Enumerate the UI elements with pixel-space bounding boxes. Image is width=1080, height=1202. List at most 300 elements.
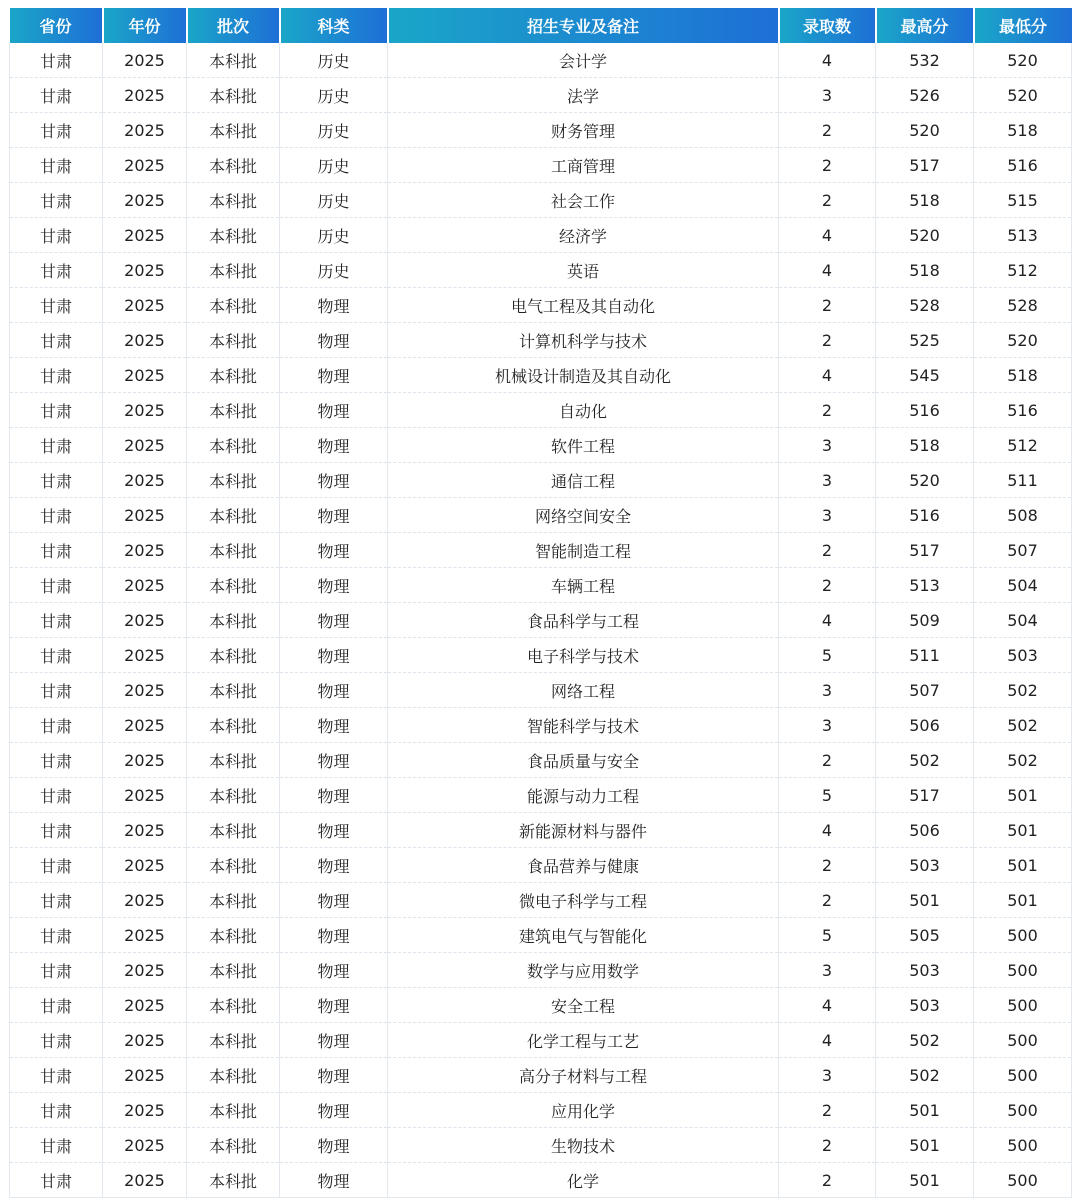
cell-major: 通信工程 [388, 463, 779, 498]
cell-subject: 物理 [280, 1093, 388, 1128]
table-row [10, 778, 1072, 813]
cell-min-score: 502 [974, 743, 1072, 778]
cell-min-score: 518 [974, 358, 1072, 393]
cell-admitted: 2 [779, 1093, 876, 1128]
table-row [10, 253, 1072, 288]
cell-batch: 本科批 [187, 463, 280, 498]
cell-year: 2025 [103, 183, 187, 218]
cell-min-score: 503 [974, 638, 1072, 673]
cell-province: 甘肃 [10, 218, 103, 253]
cell-min-score: 502 [974, 708, 1072, 743]
cell-admitted: 2 [779, 393, 876, 428]
cell-min-score: 512 [974, 253, 1072, 288]
cell-batch: 本科批 [187, 883, 280, 918]
cell-subject: 物理 [280, 953, 388, 988]
table-header-row [10, 8, 1072, 43]
cell-year: 2025 [103, 638, 187, 673]
cell-year: 2025 [103, 113, 187, 148]
cell-max-score: 502 [876, 1023, 974, 1058]
cell-admitted: 5 [779, 918, 876, 953]
cell-max-score: 502 [876, 743, 974, 778]
table-row [10, 1128, 1072, 1163]
cell-min-score: 501 [974, 778, 1072, 813]
header-batch: 批次 [187, 8, 280, 43]
cell-province: 甘肃 [10, 1058, 103, 1093]
cell-min-score: 520 [974, 78, 1072, 113]
cell-province: 甘肃 [10, 743, 103, 778]
table-row [10, 1058, 1072, 1093]
cell-min-score: 528 [974, 288, 1072, 323]
cell-province: 甘肃 [10, 393, 103, 428]
cell-max-score: 505 [876, 918, 974, 953]
cell-subject: 历史 [280, 78, 388, 113]
table-row [10, 323, 1072, 358]
cell-year: 2025 [103, 218, 187, 253]
cell-major: 安全工程 [388, 988, 779, 1023]
cell-year: 2025 [103, 358, 187, 393]
cell-major: 应用化学 [388, 1093, 779, 1128]
cell-batch: 本科批 [187, 218, 280, 253]
cell-major: 能源与动力工程 [388, 778, 779, 813]
cell-province: 甘肃 [10, 638, 103, 673]
cell-batch: 本科批 [187, 848, 280, 883]
cell-admitted: 3 [779, 78, 876, 113]
cell-min-score: 507 [974, 533, 1072, 568]
table-row [10, 358, 1072, 393]
cell-major: 微电子科学与工程 [388, 883, 779, 918]
cell-subject: 历史 [280, 183, 388, 218]
cell-max-score: 501 [876, 883, 974, 918]
cell-province: 甘肃 [10, 568, 103, 603]
cell-admitted: 2 [779, 113, 876, 148]
cell-province: 甘肃 [10, 918, 103, 953]
header-major: 招生专业及备注 [388, 8, 779, 43]
cell-min-score: 500 [974, 1163, 1072, 1198]
table-row [10, 533, 1072, 568]
cell-year: 2025 [103, 1058, 187, 1093]
cell-batch: 本科批 [187, 1023, 280, 1058]
cell-subject: 物理 [280, 743, 388, 778]
cell-major: 社会工作 [388, 183, 779, 218]
cell-major: 法学 [388, 78, 779, 113]
cell-subject: 物理 [280, 1163, 388, 1198]
cell-batch: 本科批 [187, 148, 280, 183]
cell-year: 2025 [103, 848, 187, 883]
cell-subject: 物理 [280, 323, 388, 358]
cell-batch: 本科批 [187, 113, 280, 148]
cell-year: 2025 [103, 1093, 187, 1128]
cell-major: 计算机科学与技术 [388, 323, 779, 358]
cell-major: 数学与应用数学 [388, 953, 779, 988]
cell-min-score: 504 [974, 568, 1072, 603]
cell-admitted: 4 [779, 218, 876, 253]
cell-admitted: 4 [779, 603, 876, 638]
table-row [10, 568, 1072, 603]
table-row [10, 218, 1072, 253]
cell-batch: 本科批 [187, 988, 280, 1023]
cell-min-score: 500 [974, 1023, 1072, 1058]
cell-province: 甘肃 [10, 288, 103, 323]
cell-major: 软件工程 [388, 428, 779, 463]
cell-major: 化学 [388, 1163, 779, 1198]
cell-province: 甘肃 [10, 813, 103, 848]
cell-admitted: 4 [779, 253, 876, 288]
cell-subject: 物理 [280, 918, 388, 953]
cell-major: 化学工程与工艺 [388, 1023, 779, 1058]
cell-year: 2025 [103, 778, 187, 813]
table-row [10, 883, 1072, 918]
cell-year: 2025 [103, 568, 187, 603]
cell-major: 工商管理 [388, 148, 779, 183]
cell-year: 2025 [103, 953, 187, 988]
header-admitted: 录取数 [779, 8, 876, 43]
cell-major: 车辆工程 [388, 568, 779, 603]
cell-province: 甘肃 [10, 183, 103, 218]
table-row [10, 43, 1072, 78]
cell-year: 2025 [103, 78, 187, 113]
cell-subject: 历史 [280, 218, 388, 253]
cell-subject: 历史 [280, 253, 388, 288]
cell-province: 甘肃 [10, 498, 103, 533]
cell-admitted: 2 [779, 1163, 876, 1198]
table-body [10, 43, 1072, 1198]
cell-province: 甘肃 [10, 253, 103, 288]
table-row [10, 498, 1072, 533]
cell-province: 甘肃 [10, 533, 103, 568]
cell-batch: 本科批 [187, 358, 280, 393]
cell-province: 甘肃 [10, 1093, 103, 1128]
cell-admitted: 2 [779, 743, 876, 778]
cell-max-score: 503 [876, 988, 974, 1023]
cell-max-score: 525 [876, 323, 974, 358]
cell-batch: 本科批 [187, 953, 280, 988]
cell-admitted: 3 [779, 463, 876, 498]
table-row [10, 1093, 1072, 1128]
table-row [10, 918, 1072, 953]
cell-max-score: 502 [876, 1058, 974, 1093]
cell-subject: 物理 [280, 498, 388, 533]
cell-province: 甘肃 [10, 1128, 103, 1163]
cell-min-score: 516 [974, 148, 1072, 183]
cell-admitted: 5 [779, 778, 876, 813]
cell-major: 新能源材料与器件 [388, 813, 779, 848]
cell-year: 2025 [103, 883, 187, 918]
cell-major: 网络工程 [388, 673, 779, 708]
cell-max-score: 506 [876, 708, 974, 743]
cell-subject: 物理 [280, 463, 388, 498]
cell-province: 甘肃 [10, 883, 103, 918]
cell-year: 2025 [103, 148, 187, 183]
cell-subject: 物理 [280, 638, 388, 673]
header-min-score: 最低分 [974, 8, 1072, 43]
cell-province: 甘肃 [10, 1163, 103, 1198]
cell-batch: 本科批 [187, 1093, 280, 1128]
table-row [10, 953, 1072, 988]
table-row [10, 603, 1072, 638]
cell-province: 甘肃 [10, 603, 103, 638]
header-subject: 科类 [280, 8, 388, 43]
cell-max-score: 520 [876, 463, 974, 498]
cell-min-score: 520 [974, 323, 1072, 358]
table-row [10, 428, 1072, 463]
table-row [10, 813, 1072, 848]
cell-subject: 物理 [280, 848, 388, 883]
cell-year: 2025 [103, 253, 187, 288]
cell-max-score: 517 [876, 533, 974, 568]
cell-max-score: 506 [876, 813, 974, 848]
header-max-score: 最高分 [876, 8, 974, 43]
cell-province: 甘肃 [10, 323, 103, 358]
cell-batch: 本科批 [187, 673, 280, 708]
header-province: 省份 [10, 8, 103, 43]
cell-province: 甘肃 [10, 1023, 103, 1058]
cell-subject: 物理 [280, 673, 388, 708]
cell-batch: 本科批 [187, 603, 280, 638]
cell-admitted: 2 [779, 533, 876, 568]
cell-major: 智能科学与技术 [388, 708, 779, 743]
cell-max-score: 517 [876, 778, 974, 813]
cell-year: 2025 [103, 393, 187, 428]
cell-province: 甘肃 [10, 113, 103, 148]
cell-max-score: 503 [876, 848, 974, 883]
cell-subject: 物理 [280, 568, 388, 603]
cell-subject: 物理 [280, 428, 388, 463]
cell-year: 2025 [103, 708, 187, 743]
cell-batch: 本科批 [187, 708, 280, 743]
cell-province: 甘肃 [10, 953, 103, 988]
cell-year: 2025 [103, 533, 187, 568]
cell-min-score: 512 [974, 428, 1072, 463]
cell-admitted: 3 [779, 498, 876, 533]
cell-province: 甘肃 [10, 43, 103, 78]
cell-subject: 物理 [280, 813, 388, 848]
cell-admitted: 2 [779, 323, 876, 358]
cell-year: 2025 [103, 1023, 187, 1058]
cell-year: 2025 [103, 1163, 187, 1198]
cell-admitted: 4 [779, 43, 876, 78]
cell-batch: 本科批 [187, 498, 280, 533]
cell-subject: 物理 [280, 393, 388, 428]
cell-subject: 物理 [280, 288, 388, 323]
cell-admitted: 5 [779, 638, 876, 673]
cell-subject: 物理 [280, 358, 388, 393]
cell-batch: 本科批 [187, 813, 280, 848]
cell-max-score: 503 [876, 953, 974, 988]
cell-min-score: 504 [974, 603, 1072, 638]
cell-subject: 物理 [280, 603, 388, 638]
cell-max-score: 511 [876, 638, 974, 673]
table-row [10, 708, 1072, 743]
table-row [10, 183, 1072, 218]
cell-admitted: 2 [779, 883, 876, 918]
cell-major: 食品营养与健康 [388, 848, 779, 883]
cell-year: 2025 [103, 988, 187, 1023]
cell-admitted: 4 [779, 358, 876, 393]
admission-table [9, 8, 1072, 1198]
cell-admitted: 2 [779, 288, 876, 323]
cell-max-score: 516 [876, 393, 974, 428]
cell-max-score: 518 [876, 253, 974, 288]
cell-subject: 物理 [280, 778, 388, 813]
cell-batch: 本科批 [187, 1058, 280, 1093]
cell-max-score: 513 [876, 568, 974, 603]
cell-admitted: 4 [779, 813, 876, 848]
cell-min-score: 511 [974, 463, 1072, 498]
cell-batch: 本科批 [187, 1128, 280, 1163]
cell-year: 2025 [103, 813, 187, 848]
cell-year: 2025 [103, 603, 187, 638]
cell-major: 经济学 [388, 218, 779, 253]
cell-admitted: 3 [779, 953, 876, 988]
cell-admitted: 3 [779, 673, 876, 708]
table-row [10, 288, 1072, 323]
cell-subject: 物理 [280, 708, 388, 743]
cell-batch: 本科批 [187, 568, 280, 603]
cell-min-score: 515 [974, 183, 1072, 218]
cell-admitted: 2 [779, 1128, 876, 1163]
cell-batch: 本科批 [187, 43, 280, 78]
cell-admitted: 4 [779, 1023, 876, 1058]
cell-province: 甘肃 [10, 463, 103, 498]
cell-subject: 物理 [280, 1023, 388, 1058]
cell-major: 财务管理 [388, 113, 779, 148]
cell-major: 自动化 [388, 393, 779, 428]
cell-province: 甘肃 [10, 988, 103, 1023]
table-row [10, 393, 1072, 428]
table-row [10, 148, 1072, 183]
cell-major: 英语 [388, 253, 779, 288]
cell-min-score: 500 [974, 1093, 1072, 1128]
cell-year: 2025 [103, 1128, 187, 1163]
cell-batch: 本科批 [187, 393, 280, 428]
cell-min-score: 516 [974, 393, 1072, 428]
cell-major: 网络空间安全 [388, 498, 779, 533]
cell-min-score: 501 [974, 883, 1072, 918]
table-row [10, 673, 1072, 708]
cell-year: 2025 [103, 428, 187, 463]
cell-subject: 历史 [280, 43, 388, 78]
cell-year: 2025 [103, 673, 187, 708]
cell-subject: 物理 [280, 1128, 388, 1163]
cell-admitted: 2 [779, 568, 876, 603]
cell-max-score: 520 [876, 218, 974, 253]
cell-min-score: 502 [974, 673, 1072, 708]
cell-batch: 本科批 [187, 323, 280, 358]
cell-major: 食品科学与工程 [388, 603, 779, 638]
cell-max-score: 501 [876, 1093, 974, 1128]
cell-min-score: 500 [974, 953, 1072, 988]
cell-admitted: 3 [779, 708, 876, 743]
cell-year: 2025 [103, 288, 187, 323]
table-row [10, 988, 1072, 1023]
cell-batch: 本科批 [187, 78, 280, 113]
cell-subject: 物理 [280, 533, 388, 568]
cell-max-score: 545 [876, 358, 974, 393]
cell-major: 食品质量与安全 [388, 743, 779, 778]
cell-batch: 本科批 [187, 743, 280, 778]
cell-max-score: 501 [876, 1163, 974, 1198]
cell-batch: 本科批 [187, 428, 280, 463]
cell-batch: 本科批 [187, 533, 280, 568]
cell-major: 会计学 [388, 43, 779, 78]
table-row [10, 463, 1072, 498]
cell-year: 2025 [103, 43, 187, 78]
admission-table-container [9, 8, 1071, 1198]
cell-province: 甘肃 [10, 358, 103, 393]
cell-subject: 历史 [280, 148, 388, 183]
cell-max-score: 528 [876, 288, 974, 323]
cell-subject: 物理 [280, 988, 388, 1023]
cell-admitted: 2 [779, 848, 876, 883]
cell-batch: 本科批 [187, 1163, 280, 1198]
table-row [10, 1023, 1072, 1058]
cell-province: 甘肃 [10, 708, 103, 743]
cell-max-score: 516 [876, 498, 974, 533]
cell-min-score: 500 [974, 1058, 1072, 1093]
cell-province: 甘肃 [10, 78, 103, 113]
cell-admitted: 2 [779, 183, 876, 218]
cell-year: 2025 [103, 743, 187, 778]
table-row [10, 743, 1072, 778]
cell-batch: 本科批 [187, 253, 280, 288]
table-row [10, 113, 1072, 148]
cell-admitted: 3 [779, 1058, 876, 1093]
cell-province: 甘肃 [10, 148, 103, 183]
cell-major: 智能制造工程 [388, 533, 779, 568]
cell-admitted: 2 [779, 148, 876, 183]
header-year: 年份 [103, 8, 187, 43]
cell-min-score: 508 [974, 498, 1072, 533]
cell-year: 2025 [103, 918, 187, 953]
cell-major: 机械设计制造及其自动化 [388, 358, 779, 393]
cell-min-score: 518 [974, 113, 1072, 148]
cell-province: 甘肃 [10, 848, 103, 883]
cell-max-score: 509 [876, 603, 974, 638]
cell-max-score: 507 [876, 673, 974, 708]
cell-major: 电子科学与技术 [388, 638, 779, 673]
cell-batch: 本科批 [187, 638, 280, 673]
cell-min-score: 513 [974, 218, 1072, 253]
cell-province: 甘肃 [10, 673, 103, 708]
cell-max-score: 518 [876, 428, 974, 463]
cell-subject: 历史 [280, 113, 388, 148]
cell-year: 2025 [103, 323, 187, 358]
cell-max-score: 520 [876, 113, 974, 148]
cell-min-score: 500 [974, 1128, 1072, 1163]
cell-max-score: 518 [876, 183, 974, 218]
cell-admitted: 4 [779, 988, 876, 1023]
cell-batch: 本科批 [187, 288, 280, 323]
cell-major: 生物技术 [388, 1128, 779, 1163]
table-row [10, 848, 1072, 883]
cell-max-score: 532 [876, 43, 974, 78]
cell-min-score: 501 [974, 813, 1072, 848]
cell-year: 2025 [103, 463, 187, 498]
cell-batch: 本科批 [187, 918, 280, 953]
cell-major: 电气工程及其自动化 [388, 288, 779, 323]
table-row [10, 638, 1072, 673]
cell-subject: 物理 [280, 883, 388, 918]
cell-max-score: 526 [876, 78, 974, 113]
cell-min-score: 501 [974, 848, 1072, 883]
cell-min-score: 500 [974, 918, 1072, 953]
cell-min-score: 520 [974, 43, 1072, 78]
cell-major: 高分子材料与工程 [388, 1058, 779, 1093]
cell-major: 建筑电气与智能化 [388, 918, 779, 953]
cell-max-score: 501 [876, 1128, 974, 1163]
cell-province: 甘肃 [10, 428, 103, 463]
cell-batch: 本科批 [187, 183, 280, 218]
